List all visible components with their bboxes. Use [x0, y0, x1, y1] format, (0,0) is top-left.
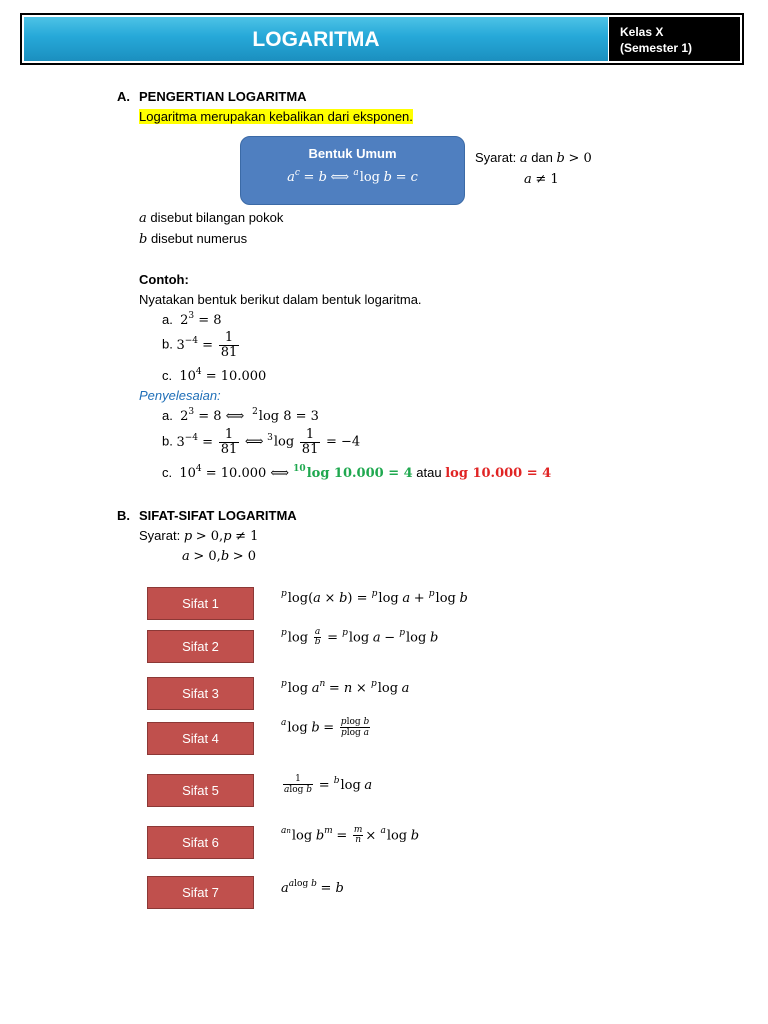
- class-line-2: (Semester 1): [620, 41, 693, 55]
- sifat-7-box: Sifat 7: [147, 876, 254, 909]
- sifat-7-formula: $a^{alog b} = b$: [281, 879, 344, 896]
- section-a-marker: A.: [117, 89, 130, 104]
- syarat-label: Syarat:: [475, 150, 517, 165]
- class-line-1: Kelas X: [620, 25, 664, 39]
- section-b-heading: SIFAT-SIFAT LOGARITMA: [139, 508, 297, 523]
- solution-a: a. $2^3 = 8$ ⟺ $^2$log 8 = 3: [162, 407, 319, 424]
- definition-line: [139, 109, 413, 124]
- section-b-syarat-line-2: a > 0,b > 0: [182, 549, 257, 564]
- syarat-line: Syarat: a dan b > 0: [475, 150, 592, 166]
- section-b-syarat-line-1: Syarat: p > 0,p ≠ 1: [139, 528, 259, 544]
- general-form-box: [240, 136, 465, 205]
- sifat-6-box: Sifat 6: [147, 826, 254, 859]
- penyelesaian-label: Penyelesaian:: [139, 388, 221, 403]
- sifat-5-box: Sifat 5: [147, 774, 254, 807]
- contoh-intro: Nyatakan bentuk berikut dalam bentuk logaritma.: [139, 292, 422, 307]
- example-b: b. $3^{-4}$ = $\frac{1}{81}$: [162, 330, 238, 360]
- sifat-4-box: Sifat 4: [147, 722, 254, 755]
- sifat-2-box: Sifat 2: [147, 630, 254, 663]
- section-a-heading: PENGERTIAN LOGARITMA: [139, 89, 307, 104]
- sifat-3-formula: $^p$log $a^n = n \times ^p\log$ a: [281, 679, 410, 696]
- syarat-a-not-one: a ≠ 1: [524, 172, 559, 187]
- solution-c: c. $10^4 = 10.000$ ⟺ $^{10}$log 10.000 = 4 atau log 10.000 = 4: [162, 464, 552, 481]
- general-form-title: Bentuk Umum: [308, 146, 397, 161]
- contoh-label: Contoh:: [139, 272, 189, 287]
- syarat-dan: dan: [531, 150, 553, 165]
- sifat-1-formula: $^p$log(a × b) = $^p$log a + $^p$log b: [281, 589, 468, 606]
- sifat-2-formula: $^p$log $\frac{a}{b}$ = $^p$log a − $^p$log b: [281, 627, 439, 648]
- line-b-numerus: b disebut numerus: [139, 231, 248, 247]
- sifat-3-box: Sifat 3: [147, 677, 254, 710]
- example-a: a. $2^3 = 8$: [162, 311, 222, 328]
- general-form-formula: $a^c = b$ ⟺ $^a$log b = c: [287, 168, 418, 185]
- line-a-basis: a disebut bilangan pokok: [139, 210, 284, 226]
- atau-text: atau: [416, 465, 442, 480]
- sifat-1-box: Sifat 1: [147, 587, 254, 620]
- definition-highlight: Logaritma merupakan kebalikan dari eksponen.: [139, 109, 413, 124]
- sifat-5-formula: $\frac{1}{\text{alog b}}$ = $^b$log a: [284, 774, 373, 796]
- class-info: [609, 17, 740, 61]
- sifat-4-formula: $^a$log b = $\frac{\text{plog b}}{\text{plog a}}$: [281, 717, 370, 739]
- section-b-marker: B.: [117, 508, 130, 523]
- page-title: LOGARITMA: [252, 28, 380, 51]
- example-c: c. $10^4 = 10.000$: [162, 367, 267, 384]
- sifat-6-formula: $^{an}$log $b^m$ = $\frac{m}{n}$ × $^a$log b: [281, 825, 420, 846]
- solution-b: b. $3^{-4}$ = $\frac{1}{81}$ ⟺ $^3$log $\frac{1}{81}$ = −4: [162, 427, 361, 457]
